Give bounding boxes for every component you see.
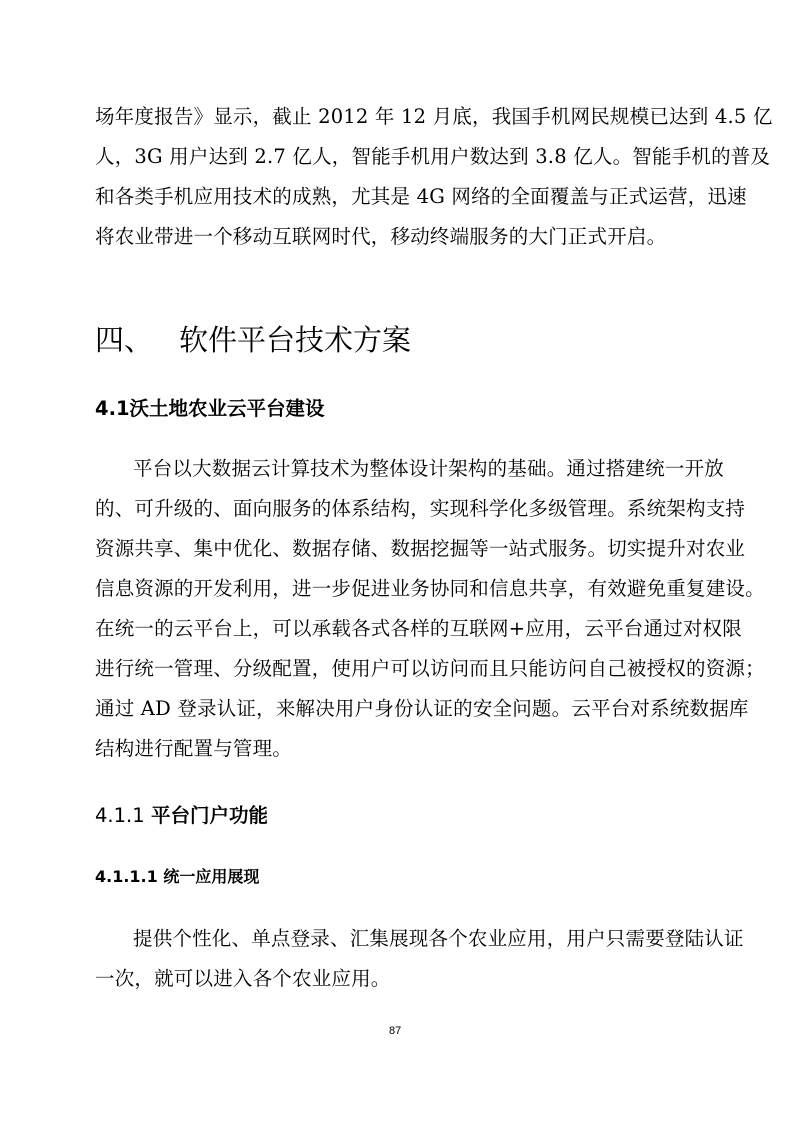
paragraph-line: 结构进行配置与管理。: [95, 737, 293, 760]
paragraph-line: 提供个性化、单点登录、汇集展现各个农业应用，用户只需要登陆认证: [133, 927, 744, 950]
paragraph-line: 信息资源的开发利用，进一步促进业务协同和信息共享，有效避免重复建设。: [95, 577, 765, 600]
subsection-number: 4.1.1: [95, 804, 145, 827]
paragraph-line: 人，3G 用户达到 2.7 亿人，智能手机用户数达到 3.8 亿人。智能手机的普及: [95, 145, 771, 168]
page-number: 87: [389, 1025, 402, 1037]
chapter-number: 四、: [95, 323, 154, 357]
paragraph-line: 场年度报告》显示，截止 2012 年 12 月底，我国手机网民规模已达到 4.5 亿: [95, 105, 773, 128]
paragraph-line: 和各类手机应用技术的成熟，尤其是 4G 网络的全面覆盖与正式运营，迅速: [95, 185, 747, 208]
paragraph-line: 一次，就可以进入各个农业应用。: [95, 967, 391, 990]
section-heading: 4.1沃土地农业云平台建设: [95, 397, 325, 420]
paragraph-line: 将农业带进一个移动互联网时代，移动终端服务的大门正式开启。: [95, 225, 667, 248]
paragraph-line: 在统一的云平台上，可以承载各式各样的互联网+应用，云平台通过对权限: [95, 617, 742, 640]
paragraph-line: 资源共享、集中优化、数据存储、数据挖掘等一站式服务。切实提升对农业: [95, 537, 746, 560]
subsubsection-heading: 4.1.1.1 统一应用展现: [95, 867, 260, 886]
paragraph-line: 通过 AD 登录认证，来解决用户身份认证的安全问题。云平台对系统数据库: [95, 697, 749, 720]
chapter-heading: [95, 322, 411, 358]
subsection-heading: [95, 803, 268, 829]
paragraph-line: 平台以大数据云计算技术为整体设计架构的基础。通过搭建统一开放: [133, 457, 725, 480]
subsection-title: 平台门户功能: [151, 804, 269, 827]
paragraph-line: 进行统一管理、分级配置，使用户可以访问而且只能访问自己被授权的资源；: [95, 657, 765, 680]
chapter-title: 软件平台技术方案: [179, 323, 412, 357]
paragraph-line: 的、可升级的、面向服务的体系结构，实现科学化多级管理。系统架构支持: [95, 497, 746, 520]
